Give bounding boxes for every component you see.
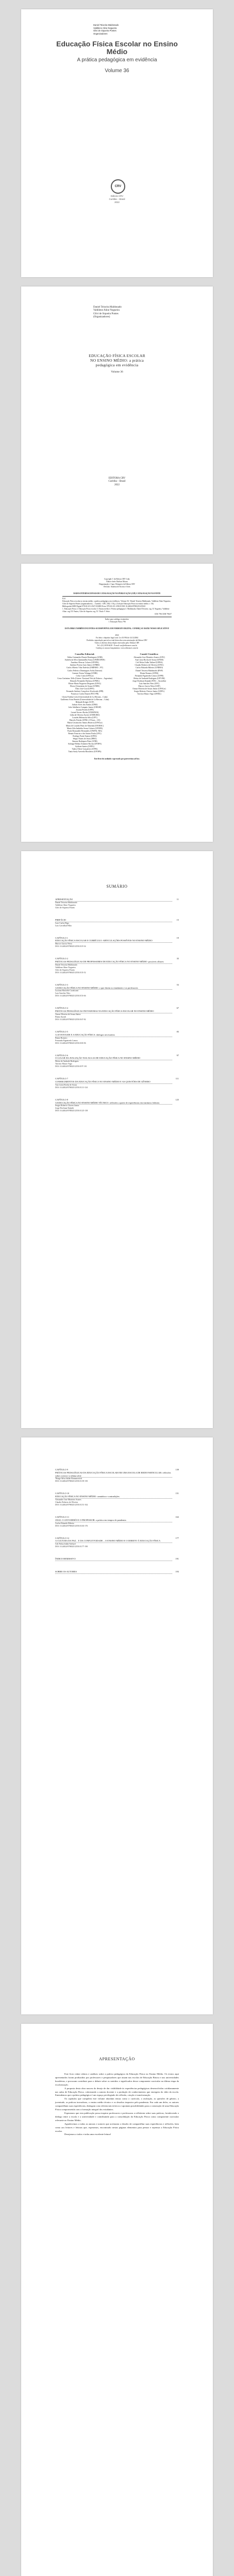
council-member: Guillermo Arias Beatón (Universidade de La Havana – Cuba) — [60, 698, 109, 701]
summary-entry-label: APRESENTAÇÃO — [55, 898, 172, 902]
cip-cdd: CDU 796 CDD 796.07 — [154, 613, 172, 615]
editorial-council — [54, 653, 180, 754]
summary-entry-doi: DOI: 10.24824/978652512550.8.67-82 — [55, 1018, 86, 1021]
summary-entry-label: ÍNDICE REMISSIVO — [55, 1557, 172, 1561]
council-member: Renato Francisco dos Santos Paula (UFG) — [68, 732, 102, 735]
cover-title: Educação Física Escolar no Ensino Médio — [56, 40, 178, 56]
summary-entry-label: CAPÍTULO 8 A EDUCAÇÃO FÍSICA NO ENSINO MÉDIO TÉCNICO: reflexões a partir de experiências em institutos federais — [55, 1098, 172, 1105]
council-right-column — [119, 653, 180, 754]
council-member: Jailson Alves dos Santos (UFRJ) — [72, 703, 98, 706]
council-member: Heitor de Andrade Rodrigues (UFVJM) — [133, 677, 165, 680]
legal-line: 2022 — [115, 634, 119, 636]
summary-entry[interactable] — [55, 984, 179, 998]
summary-entry[interactable] — [55, 1492, 179, 1506]
council-member: Sydione Santos (UEPG) — [75, 745, 94, 748]
summary-entry[interactable] — [55, 1537, 179, 1549]
title-author: Glivi de Siqueira Pontes — [93, 312, 119, 315]
summary-entry-doi: DOI: 10.24824/978652512550.8.125-138 — [55, 1110, 88, 1112]
presentation-page — [21, 2024, 213, 2576]
summary-entry-authors: Daniel Teixeira Maldonado Valdilene Aline Nogueira Glivi de Siqueira Pontes — [55, 963, 77, 971]
summary-entry-row — [55, 1537, 179, 1544]
title-page-title — [21, 353, 213, 367]
council-member: Celso Conti (UFSCar) — [76, 674, 94, 677]
council-member: Cesar Gerónimo Tello (Univer. Nacional Três de Febrero – Argentina) — [57, 677, 112, 680]
council-member: Antônio Pereira Gaio Júnior (UFRRJ) — [70, 664, 100, 667]
summary-entry-authors: Marcos Garcia Neira — [55, 943, 72, 945]
divider — [62, 596, 172, 597]
council-member: Tania Suely Azevedo Brasileiro (UFOPA) — [68, 751, 102, 753]
summary-entry-label: PREFÁCIO — [55, 919, 172, 922]
summary-entry-row — [55, 1098, 179, 1105]
summary-page — [21, 851, 213, 1428]
council-left-title: Conselho Editorial: — [75, 653, 95, 655]
publisher-line: Editora CRV — [110, 195, 124, 197]
council-member: Marcos Garcia Neira (USP) — [138, 685, 160, 688]
council-member: Helmuth Krüger (UCP) — [75, 701, 94, 703]
summary-entry[interactable] — [55, 1468, 179, 1483]
summary-entry-row — [55, 1557, 179, 1561]
summary-entry-label: CAPÍTULO 3 A EDUCAÇÃO FÍSICA NO ENSINO MÉDIO: o que dizem os estudantes e os professores — [55, 984, 172, 990]
summary-entry-page: 19 — [176, 936, 179, 939]
copyright-head — [62, 578, 172, 588]
publisher-line: Curitiba – Brasil — [108, 480, 126, 483]
summary-entry-authors: Daniel Teixeira Maldonado Valdilene Aline Nogueira Glivi de Siqueira Pontes — [55, 901, 77, 909]
cover-page — [21, 9, 213, 277]
summary-entry-row — [55, 1468, 179, 1478]
presentation-paragraph: Agradecemos a todas as autoras e autores que aceitaram o desafio de compartilhar suas experiências e reflexões, bem como aos leitores e leitoras que, esperamos, encontrarão nestas páginas elementos para pensar e repensar a Educação Física escolar. — [55, 2122, 179, 2132]
summary-entry[interactable] — [55, 937, 179, 948]
cip-body: Educação Física escolar no ensino médio: a prática pedagógica em evidência / Volume 36 / Daniel Teixeira Maldonado, Valdilene Aline Nogueira, Glivi de Siqueira Pontes (organizadores). – Curitiba : CRV, 2022. 154 p. (Coleção Educação Física no ensino médio; v. 36) — [62, 600, 171, 605]
council-member: Andréia da Silva Quintanilha Sousa (UNIR/UFRN) — [64, 659, 105, 662]
summary-entry-label: CAPÍTULO 11 JOGO, O ANTI-HERÓI E O PROFESSOR: a prática em tempos de pandemia — [55, 1516, 172, 1522]
summary-entry-page: 125 — [175, 1098, 179, 1101]
summary-entry-authors: Luiz Carlos Rigo Luís Carvalhal Filho — [55, 922, 72, 927]
council-member: Élsio José Corá (UFFS) — [75, 688, 94, 690]
summary-entry-page: 97 — [176, 1054, 179, 1057]
summary-entry-row — [55, 1030, 179, 1037]
title-author: Daniel Teixeira Maldonado — [93, 306, 122, 309]
summary-entry-label: CAPÍTULO 4 PRÁTICAS PEDAGÓGICAS INOVADORAS NA EDUCAÇÃO FÍSICA ESCOLAR NO ENSINO MÉDIO — [55, 1007, 172, 1013]
summary-entry-row — [55, 919, 179, 922]
summary-entry-label: CAPÍTULO 9 PRÁTICAS PEDAGÓGICAS DA EDUCAÇÃO FÍSICA ESCOLAR EM UMA ESCOLA DE REDE PARTICULAR: reflexões sobre a sexta e a sétima série — [55, 1468, 172, 1478]
council-member: Francisco Carlos Duarte (PUC-PR) — [71, 693, 99, 696]
presentation-body — [21, 2073, 213, 2137]
council-member: Paulo Romualdo Hernandes (UNIFAL-MG) — [67, 730, 103, 732]
publisher-logo-icon: CRV — [111, 179, 125, 194]
council-member: Marcelo Paixão (UFRJ e UTexas – US) — [69, 719, 101, 722]
summary-entry-row — [55, 898, 179, 902]
summary-entry-doi: DOI: 10.24824/978652512550.8.19-34 — [55, 945, 86, 948]
summary-entry[interactable] — [55, 1098, 179, 1113]
summary-entry-authors: Carlos Eduardo Ribeiro — [55, 1522, 74, 1524]
council-member: Fernanda Figueiredo Lemos (UFPE) — [135, 674, 164, 677]
cover-author-role: Organizadores — [93, 32, 108, 35]
council-member: Fernando Antônio Gonçalves Alcoforado (IPB) — [66, 690, 104, 693]
summary-entry-row — [55, 1077, 179, 1084]
council-member: Sérgio Nunes de Jesus (IFRO) — [73, 738, 97, 740]
publisher-line: 2022 — [114, 483, 120, 486]
council-member: Solange Helena Ximenes-Rocha (UFOPA) — [68, 743, 102, 745]
summary-entry-label: CAPÍTULO 2 PRÁTICAS PEDAGÓGICAS DE PROFESSORES DE EDUCAÇÃO FÍSICA NO ENSINO MÉDIO: possíveis olhares — [55, 957, 172, 964]
summary-entry-doi: DOI: 10.24824/978652512550.8.177-190 — [55, 1546, 88, 1548]
title-page — [21, 286, 213, 554]
council-member: Claudio Roberto de Oliveira (UFSC) — [135, 664, 164, 667]
summary-entry-label: CAPÍTULO 12 A CULTURA DA PAZ... E DA CONFLITIVIDADE – O ENSINO MÉDIO E O DIREITO À EDUCAÇÃO FÍSICA — [55, 1537, 172, 1544]
summary-entry-row — [55, 957, 179, 964]
summary-entry-authors: Luciana Marcelle Cavalcanti Luiz Sanches Neto — [55, 990, 78, 995]
summary-entry-label: CAPÍTULO 1 EDUCAÇÃO FÍSICA ESCOLAR E CURRÍCULO: ARTICULAÇÕES POSSÍVEIS NO ENSINO MÉDIO — [55, 937, 172, 943]
council-member: Carmen Tereza Velanga (UNIR) — [72, 672, 97, 674]
summary-list — [55, 1468, 179, 1574]
summary-entry-page: 163 — [175, 1515, 179, 1518]
legal-block — [62, 634, 172, 650]
cip-index-title: Índice para catálogo sistemático — [105, 618, 129, 620]
legal-line: Foi feito o depósito legal conf. Lei 10.994 de 14/12/2004 — [95, 637, 139, 639]
legal-line: Todos os direitos desta edição reservados pela: Editora CRV — [94, 642, 140, 644]
presentation-paragraph: Este livro reúne relatos e análises sobre a prática pedagógica da Educação Física no Ensino Médio. Os textos aqui apresentados foram produzidos por professores e pesquisadores que atuam nas escolas de Educação Básica e nas universidades brasileiras, e procuram contribuir para o debate sobre os sentidos e significados desse componente curricular na última etapa da escolarização. — [55, 2073, 179, 2086]
summary-entry-page: 151 — [175, 1492, 179, 1495]
presentation-paragraph: Os capítulos que compõem este volume abordam temas como o currículo, a avaliação, as questões de gênero, a juventude, as práticas inovadoras, o ensino médio técnico e os desafios impostos pela pandemia. Em cada um deles, os autores compartilham suas experiências, dialogam com referenciais teóricos e apontam possibilidades para a construção de uma Educação Física comprometida com a formação integral dos estudantes. — [55, 2097, 179, 2111]
summary-entry-doi: DOI: 10.24824/978652512550.8.97-110 — [55, 1065, 87, 1068]
cover-author: Valdilene Aline Nogueira — [93, 26, 117, 29]
council-member: Leonel Severo Rocha (UNISINOS) — [71, 711, 99, 714]
council-member: Tarcísio Mauro Vago (UFMG) — [137, 693, 161, 696]
publisher-line: EDITORA CRV — [108, 477, 126, 480]
council-member: Eduardo Fernandes Barbosa (UFMG) — [70, 680, 100, 682]
summary-entry-page: 191 — [175, 1557, 179, 1561]
summary-title: SUMÁRIO — [106, 884, 128, 889]
summary-entry-label: CAPÍTULO 10 EDUCAÇÃO FÍSICA NO ENSINO MÉDIO: caminhos e contradições — [55, 1492, 172, 1499]
council-member: Simone Rodrigues Pinto (UNB) — [72, 740, 97, 743]
title-author: Valdilene Aline Nogueira — [93, 309, 120, 312]
summary-entry[interactable] — [55, 1570, 179, 1574]
council-right-title: Comitê Científico: — [140, 653, 159, 655]
council-member: Gloria Fariñas León (Universidade de La Havana – Cuba) — [62, 696, 108, 698]
summary-entry-page: 83 — [176, 1030, 179, 1033]
legal-line: Conheça os nossos lançamentos: www.editoracrv.com.br — [96, 647, 138, 649]
summary-entry[interactable] — [55, 957, 179, 974]
copyright-page — [21, 564, 213, 842]
summary-entry-page: 177 — [175, 1536, 179, 1539]
summary-entry-doi: DOI: 10.24824/978652512550.8.163-176 — [55, 1524, 88, 1527]
summary-entry-label: SOBRE OS AUTORES — [55, 1570, 172, 1574]
cip-code: E24 — [62, 598, 65, 600]
summary-entry[interactable] — [55, 1557, 179, 1561]
summary-entry-row — [55, 1007, 179, 1013]
summary-entry-authors: Sergio Roberto Chaves Junior Jorge Dorfman Knijnik — [55, 1105, 79, 1110]
summary-entry-page: 11 — [176, 898, 179, 901]
council-member: Alexandre Jose Monteiro Soares (UFU) — [133, 656, 165, 659]
council-member: Sergio Roberto Chaves Junior (UEPG) — [134, 690, 164, 693]
summary-entry-label: CAPÍTULO 5 A JUVENTUDE E A EDUCAÇÃO FÍSICA: diálogos necessários — [55, 1030, 172, 1037]
council-member: Elaine Romero (UFES) — [140, 672, 159, 674]
publisher-line: Curitiba – Brasil — [109, 198, 125, 200]
ebook-note: ESTA OBRA TAMBÉM ENCONTRA-SE DISPONÍVEL EM FORMATO DIGITAL. CONHEÇA E BAIXE NOSSO APLICATIVO! — [64, 628, 170, 630]
copyright-line: Editor-chefe: Railson Moura — [106, 581, 128, 583]
council-member: Maria Lília Imbiriba Sousa Colares (UFOPA) — [66, 727, 103, 730]
cover-authors — [93, 24, 142, 35]
cover-author: Glivi de Siqueira Pontes — [93, 29, 116, 32]
council-member: Tadeu Oliver Gonçalves (UFPA) — [72, 748, 98, 751]
summary-entry-authors: Heitor de Andrade Rodrigues Tarcísio Mauro Vago — [55, 1060, 79, 1065]
copyright-line: Revisão: Analista de Escrita e Artes — [104, 586, 130, 588]
summary-entry[interactable] — [55, 1054, 179, 1069]
copyright-line: Copyright © da Editora CRV Ltda. — [104, 578, 130, 580]
council-member: Daniel Teixeira Maldonado (IFSP) — [136, 669, 163, 672]
summary-entry-authors: Ana Lúcia Rocha de Sousa — [55, 1083, 77, 1086]
summary-entry-row — [55, 937, 179, 943]
summary-entry-label: CAPÍTULO 6 O LUGAR DA AVALIAÇÃO NAS AULAS DE EDUCAÇÃO FÍSICA NO ENSINO MÉDIO — [55, 1054, 172, 1061]
summary-entry[interactable] — [55, 898, 179, 909]
title-line: NO ENSINO MÉDIO: a prática — [90, 358, 144, 363]
summary-list — [55, 898, 179, 1112]
council-member: Lourdes Helena da Silva (UFV) — [72, 717, 97, 719]
council-member: Carlos Eduardo Ribeiro (UNIRIO) — [136, 667, 163, 669]
summary-entry-doi: DOI: 10.24824/978652512550.8.151-162 — [55, 1503, 88, 1506]
council-member: Elizeu Clementino de Souza (UNEB) — [70, 685, 99, 688]
council-member: Carlos Alberto Vilar Estêvão (UMINHO – PT) — [66, 667, 103, 669]
summary-entry[interactable] — [55, 1077, 179, 1089]
summary-page-continued — [21, 1437, 213, 2014]
summary-entry-row — [55, 1570, 179, 1574]
council-member: João Adalberto Campato Junior (UNESP) — [68, 706, 102, 708]
cover-volume: Volume 36 — [105, 68, 129, 74]
council-left-column — [54, 653, 115, 754]
cip-isbn: Bibliografia ISBN Digital 978-65-251-2547-8 ISBN Físico 978-65-251-2550-8 DOI 10.24824/978652512550.8 — [62, 605, 146, 607]
peer-review-note: Este livro foi avaliado e aprovado por pareceristas ad hoc. — [94, 757, 140, 760]
copyright-line: Diagramação e Capa: Designers da Editora CRV — [99, 583, 135, 585]
summary-entry-label: CAPÍTULO 7 CONHECIMENTOS DA EDUCAÇÃO FÍSICA NO ENSINO MÉDIO E AS QUESTÕES DE GÊNERO — [55, 1077, 172, 1084]
council-member: Jorge Dorfman Knijnik (WSU – Austrália) — [132, 680, 166, 682]
council-member: Lídia de Oliveira Xavier (UNIEURO) — [70, 714, 100, 717]
summary-entry-authors: Elaine Romero Fernanda Figueiredo Lemos — [55, 1037, 78, 1042]
summary-entry-row — [55, 1492, 179, 1499]
title-authors — [93, 306, 213, 319]
publisher-line: 2022 — [114, 201, 120, 204]
summary-entry-doi: DOI: 10.24824/978652512550.8.53-66 — [55, 995, 86, 997]
cover-subtitle: A prática pedagógica em evidência — [77, 57, 157, 63]
summary-entry[interactable] — [55, 1516, 179, 1528]
summary-entry-row — [55, 1516, 179, 1522]
summary-entry-page: 35 — [176, 957, 179, 960]
presentation-paragraph: Esperamos que esta publicação possa inspirar professores e professoras a refletirem sobre suas práticas, fortalecendo o diálogo entre a escola e a universidade e contribuindo para a consolidação da Educação Física como componente curricular relevante no Ensino Médio. — [55, 2111, 179, 2122]
summary-entry[interactable] — [55, 1030, 179, 1045]
presentation-paragraph: Desejamos a todos e todas uma excelente leitura! — [64, 2133, 111, 2136]
council-member: Luiz Sanches Neto (UFC) — [139, 683, 160, 685]
council-member: Maria Cristina dos Santos Bezerra (UFSCar) — [67, 722, 103, 724]
presentation-paragraph: A proposta desta obra nasceu do desejo de dar visibilidade às experiências pedagógicas desenvolvidas cotidianamente nas aulas de Educação Física, valorizando a autoria docente e a produção de conhecimentos que emergem do chão da escola. Entendemos que a prática pedagógica é um espaço privilegiado de reflexão, criação e transformação. — [55, 2087, 179, 2097]
summary-entry-doi: DOI: 10.24824/978652512550.8.111-124 — [55, 1086, 88, 1089]
council-member: Celi Nelza Zulke Taffarel (UFBA) — [136, 662, 163, 664]
summary-entry-page: 53 — [176, 983, 179, 986]
summary-entry-doi: DOI: 10.24824/978652512550.8.35-52 — [55, 971, 86, 974]
summary-entry-authors: Thiago Silva Julião Romanovitch — [55, 1478, 82, 1480]
summary-entry-page: 193 — [175, 1570, 179, 1573]
cover-author: Daniel Teixeira Maldonado — [93, 24, 119, 26]
council-member: Rodrigo Pratte-Santos (UFES) — [73, 735, 97, 737]
summary-entry-page: 67 — [176, 1007, 179, 1010]
summary-entry-doi: DOI: 10.24824/978652512550.8.83-96 — [55, 1042, 86, 1044]
summary-entry-doi: DOI: 10.24824/978652512550.8.139-150 — [55, 1480, 88, 1483]
council-member: Osmar Moreira de Souza Júnior (UFSCar) — [132, 688, 166, 690]
title-line: EDUCAÇÃO FÍSICA ESCOLAR — [89, 353, 145, 358]
cip-index-item: 1. Educação Física 796 — [108, 621, 126, 623]
title-line: pedagógica em evidência — [95, 362, 139, 367]
presentation-title: APRESENTAÇÃO — [99, 2057, 135, 2061]
title-volume: Volume 36 — [111, 370, 123, 374]
title-publisher — [21, 477, 213, 487]
council-member: Aldira Guimarães Duarte Domínguez (UNB) — [67, 656, 103, 659]
summary-entry-authors: Celi Nelza Zulke Taffarel — [55, 1543, 76, 1546]
council-member: Elione Maria Nogueira Diogenes (UFAL) — [68, 683, 102, 685]
summary-entry[interactable] — [55, 1007, 179, 1021]
cip-subjects: 1. Educação Física 2. Educação Física escolar 3. Ensino médio 4. Prática pedagógica I. Maldonado, Daniel Teixeira. org. II. Nogueira, Valdilene Aline. org. III. Pontes, Glivi de Siqueira. org. IV. Título V. Série. — [62, 608, 170, 613]
council-member: Josania Portela (UFPI) — [76, 708, 94, 711]
summary-entry-row — [55, 1054, 179, 1061]
council-member: Maria de Lourdes Pinto de Almeida (UNOESC) — [66, 724, 104, 727]
legal-line: Proibida a reprodução parcial ou total desta obra sem autorização da Editora CRV — [87, 639, 147, 641]
cover-publisher — [21, 195, 213, 204]
summary-entry[interactable] — [55, 919, 179, 927]
council-member: Carlos Federico Dominguez Avila (Unieuro) — [67, 669, 103, 672]
summary-entry-row — [55, 984, 179, 990]
cip-block — [62, 592, 172, 623]
summary-entry-authors: Alexandre Jose Monteiro Soares Claudio Roberto de Oliveira — [55, 1498, 81, 1503]
council-member: Ana Lúcia Rocha de Sousa (UFSM) — [135, 659, 163, 662]
council-member: Anselmo Alencar Colares (UFOPA) — [71, 662, 99, 664]
summary-entry-page: 111 — [175, 1077, 179, 1080]
summary-entry-authors: Osmar Moreira de Souza Júnior Eliana Ayoub — [55, 1013, 81, 1018]
summary-entry-page: 139 — [175, 1468, 179, 1471]
cip-title: DADOS INTERNACIONAIS DE CATALOGAÇÃO NA PUBLICAÇÃO (CIP) CATALOGAÇÃO NA FONTE — [73, 592, 161, 595]
legal-line: Tel.: (41) 3039-6418 - E-mail: sac@editoracrv.com.br — [97, 645, 137, 647]
title-author-role: (Organizadores) — [93, 316, 110, 319]
summary-entry-page: 15 — [176, 918, 179, 921]
